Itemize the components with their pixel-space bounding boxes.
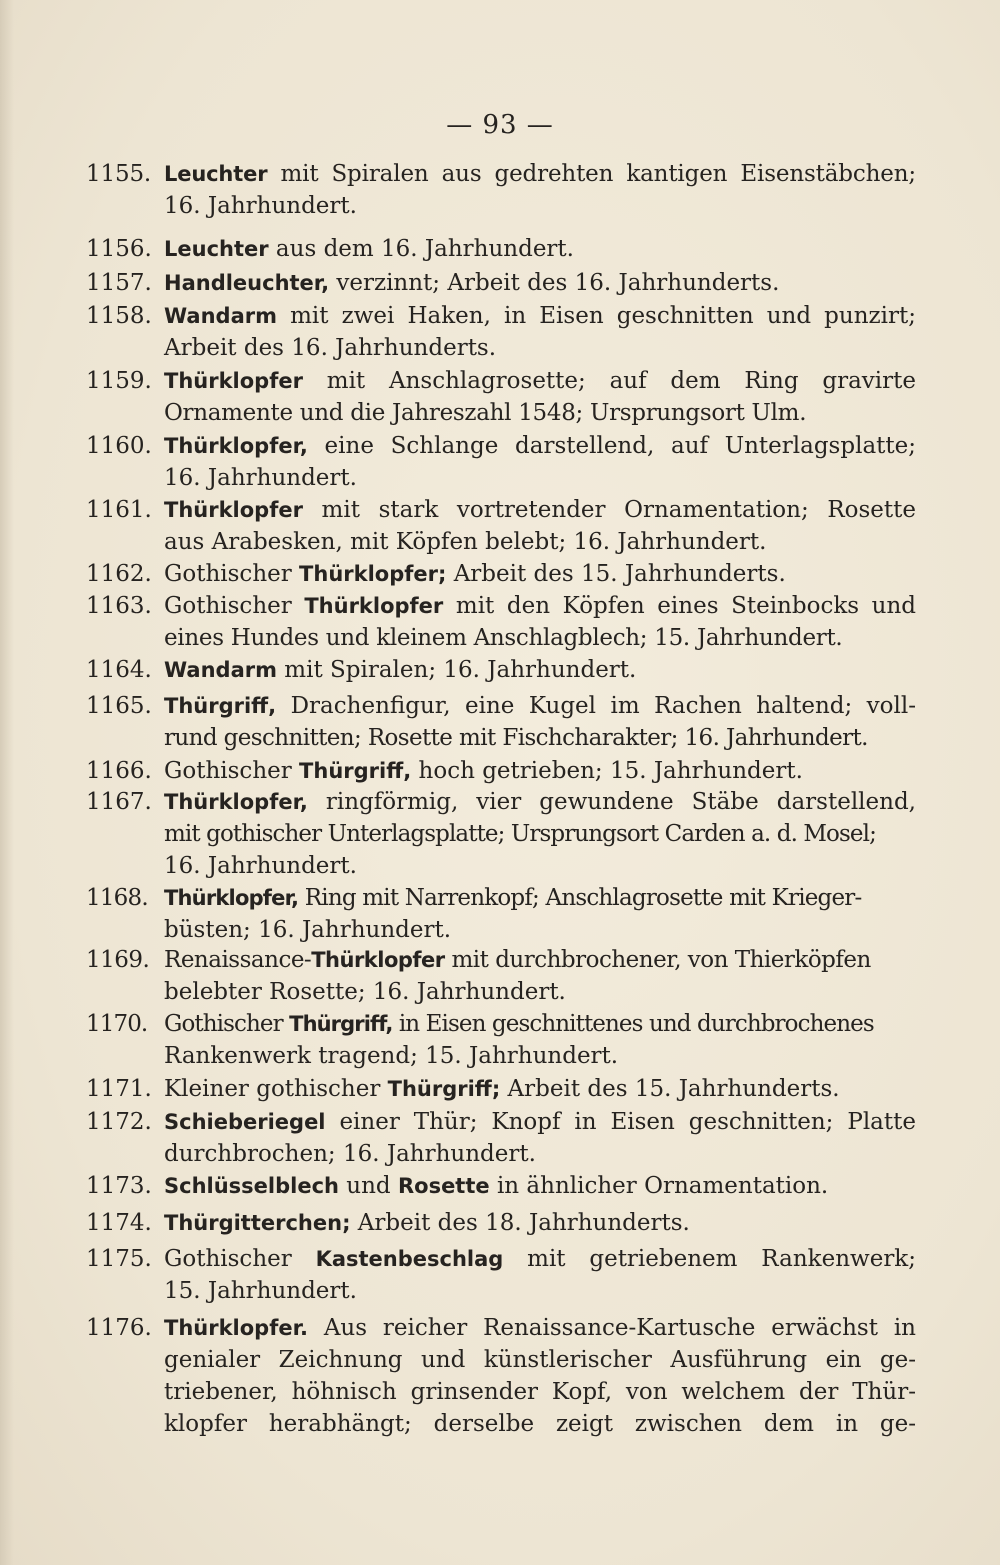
entry-number: 1172. bbox=[86, 1109, 152, 1135]
catalog-entry-1157 bbox=[86, 267, 916, 299]
entry-text: 16. Jahrhundert. bbox=[164, 465, 357, 491]
entry-keyword: Thürgitterchen; bbox=[164, 1211, 351, 1235]
entry-text: belebter Rosette; 16. Jahrhundert. bbox=[164, 979, 566, 1005]
catalog-entry-1165 bbox=[86, 690, 916, 754]
entry-keyword: Thürgriff; bbox=[387, 1077, 501, 1101]
catalog-entry-1173 bbox=[86, 1170, 916, 1202]
entry-number: 1157. bbox=[86, 270, 152, 296]
entry-text-prefix: Gothischer bbox=[164, 1011, 290, 1037]
entry-text-prefix: Kleiner gothischer bbox=[164, 1076, 388, 1102]
entry-keyword: Thürgriff, bbox=[164, 694, 277, 718]
entry-text: in ähnlicher Ornamentation. bbox=[489, 1173, 829, 1199]
entry-text: 16. Jahrhundert. bbox=[164, 193, 357, 219]
catalog-entry-1172 bbox=[86, 1106, 916, 1170]
entry-number: 1176. bbox=[86, 1315, 152, 1341]
entry-text: verzinnt; Arbeit des 16. Jahrhunderts. bbox=[329, 270, 780, 296]
entry-text: 16. Jahrhundert. bbox=[164, 853, 357, 879]
catalog-entry-1161 bbox=[86, 494, 916, 558]
entry-text: Ornamente und die Jahreszahl 1548; Ursprungsort Ulm. bbox=[164, 400, 807, 426]
page-number: — 93 — bbox=[446, 110, 554, 140]
catalog-entry-1159 bbox=[86, 365, 916, 429]
entry-number: 1158. bbox=[86, 303, 152, 329]
entry-text: mit den Köpfen eines Steinbocks und bbox=[443, 593, 917, 619]
entry-text: aus dem 16. Jahrhundert. bbox=[268, 236, 574, 262]
entry-number: 1155. bbox=[86, 161, 152, 187]
entry-number: 1159. bbox=[86, 368, 152, 394]
page-gutter-shadow bbox=[0, 0, 14, 1565]
catalog-entry-1175 bbox=[86, 1243, 916, 1307]
entry-text: mit Spiralen aus gedrehten kantigen Eisenstäbchen; bbox=[267, 161, 916, 187]
entry-text: Aus reicher Renaissance-Kartusche erwächst in bbox=[307, 1315, 916, 1341]
entry-number: 1168. bbox=[86, 885, 148, 911]
entry-number: 1163. bbox=[86, 593, 152, 619]
entry-text-prefix: Renaissance- bbox=[164, 947, 312, 973]
entry-text: mit gothischer Unterlagsplatte; Ursprungsort Carden a. d. Mosel; bbox=[164, 821, 876, 847]
catalog-entry-1156 bbox=[86, 233, 916, 265]
entry-number: 1175. bbox=[86, 1246, 152, 1272]
entry-text: in Eisen geschnittenes und durchbrochenes bbox=[392, 1011, 874, 1037]
entry-text: mit getriebenem Rankenwerk; bbox=[503, 1246, 916, 1272]
entry-keyword: Thürklopfer; bbox=[299, 562, 447, 586]
entry-keyword: Thürgriff, bbox=[289, 1012, 393, 1036]
entry-text-prefix: Gothischer bbox=[164, 561, 300, 587]
entry-keyword: Schlüsselblech bbox=[164, 1174, 339, 1198]
entry-text: einer Thür; Knopf in Eisen geschnitten; Platte bbox=[325, 1109, 916, 1135]
entry-text: büsten; 16. Jahrhundert. bbox=[164, 917, 452, 943]
entry-number: 1164. bbox=[86, 657, 152, 683]
entry-text: rund geschnitten; Rosette mit Fischcharakter; 16. Jahrhundert. bbox=[164, 725, 868, 751]
entry-text: 15. Jahrhundert. bbox=[164, 1278, 357, 1304]
entry-keyword: Leuchter bbox=[164, 237, 269, 261]
entry-keyword: Thürklopfer bbox=[304, 594, 444, 618]
entry-text: Arbeit des 18. Jahrhunderts. bbox=[350, 1210, 690, 1236]
entry-number: 1171. bbox=[86, 1076, 152, 1102]
entry-keyword: Schieberiegel bbox=[164, 1110, 326, 1134]
catalog-entry-1158 bbox=[86, 300, 916, 364]
catalog-entry-1155 bbox=[86, 158, 916, 222]
catalog-entry-1169 bbox=[86, 944, 916, 1008]
entry-text: triebener, höhnisch grinsender Kopf, von welchem der Thür- bbox=[164, 1379, 916, 1405]
entry-keyword: Handleuchter, bbox=[164, 271, 330, 295]
entry-keyword: Wandarm bbox=[164, 304, 277, 328]
entry-text: Arbeit des 15. Jahrhunderts. bbox=[500, 1076, 840, 1102]
entry-number: 1161. bbox=[86, 497, 152, 523]
entry-text: Arbeit des 16. Jahrhunderts. bbox=[164, 335, 497, 361]
entry-keyword: Rosette bbox=[397, 1174, 490, 1198]
entry-keyword: Thürklopfer bbox=[311, 948, 445, 972]
entry-text: mit stark vortretender Ornamentation; Rosette bbox=[302, 497, 916, 523]
entry-number: 1166. bbox=[86, 758, 152, 784]
entry-text: aus Arabesken, mit Köpfen belebt; 16. Jahrhundert. bbox=[164, 529, 767, 555]
entry-keyword: Thürklopfer, bbox=[164, 886, 299, 910]
entry-text: Rankenwerk tragend; 15. Jahrhundert. bbox=[164, 1043, 619, 1069]
entry-keyword: Kastenbeschlag bbox=[315, 1247, 504, 1271]
entry-text: durchbrochen; 16. Jahrhundert. bbox=[164, 1141, 536, 1167]
entry-keyword: Wandarm bbox=[164, 658, 277, 682]
entry-text-prefix: Gothischer bbox=[164, 758, 300, 784]
entry-keyword: Thürklopfer. bbox=[164, 1316, 308, 1340]
entry-keyword: Thürklopfer bbox=[164, 498, 303, 522]
entry-number: 1165. bbox=[86, 693, 152, 719]
catalog-entry-1163 bbox=[86, 590, 916, 654]
entry-text: genialer Zeichnung und künstlerischer Ausführung ein ge- bbox=[164, 1347, 916, 1373]
entry-keyword: Thürgriff, bbox=[299, 759, 412, 783]
entry-text: eine Schlange darstellend, auf Unterlagsplatte; bbox=[307, 433, 916, 459]
entry-text: klopfer herabhängt; derselbe zeigt zwischen dem in ge- bbox=[164, 1411, 916, 1437]
entry-text-prefix: Gothischer bbox=[164, 1246, 316, 1272]
entry-text: Arbeit des 15. Jahrhunderts. bbox=[446, 561, 786, 587]
catalog-entry-1171 bbox=[86, 1073, 916, 1105]
entry-keyword: Thürklopfer, bbox=[164, 790, 308, 814]
entry-number: 1156. bbox=[86, 236, 152, 262]
entry-text: und bbox=[338, 1173, 398, 1199]
entry-text: ringförmig, vier gewundene Stäbe darstellend, bbox=[307, 789, 916, 815]
entry-text: Ring mit Narrenkopf; Anschlagrosette mit Krieger- bbox=[298, 885, 862, 911]
catalog-entry-1170 bbox=[86, 1008, 916, 1072]
entry-keyword: Thürklopfer, bbox=[164, 434, 308, 458]
catalog-entry-1162 bbox=[86, 558, 916, 590]
entry-number: 1162. bbox=[86, 561, 152, 587]
catalog-entry-1167 bbox=[86, 786, 916, 882]
catalog-entry-1176 bbox=[86, 1312, 916, 1440]
entry-text: mit durchbrochener, von Thierköpfen bbox=[444, 947, 871, 973]
entry-text: mit Anschlagrosette; auf dem Ring gravirte bbox=[302, 368, 916, 394]
catalog-entry-1174 bbox=[86, 1207, 916, 1239]
catalog-entry-1160 bbox=[86, 430, 916, 494]
entry-number: 1169. bbox=[86, 947, 150, 973]
entry-number: 1167. bbox=[86, 789, 152, 815]
entry-number: 1170. bbox=[86, 1011, 148, 1037]
catalog-entry-1166 bbox=[86, 755, 916, 787]
entry-keyword: Thürklopfer bbox=[164, 369, 303, 393]
entry-text: hoch getrieben; 15. Jahrhundert. bbox=[411, 758, 803, 784]
entry-text: mit zwei Haken, in Eisen geschnitten und punzirt; bbox=[276, 303, 916, 329]
entry-text: eines Hundes und kleinem Anschlagblech; 15. Jahrhundert. bbox=[164, 625, 843, 651]
entry-number: 1160. bbox=[86, 433, 152, 459]
entry-number: 1174. bbox=[86, 1210, 152, 1236]
entry-text: mit Spiralen; 16. Jahrhundert. bbox=[276, 657, 637, 683]
entry-keyword: Leuchter bbox=[164, 162, 268, 186]
catalog-entry-1168 bbox=[86, 882, 916, 946]
catalog-entry-1164 bbox=[86, 654, 916, 686]
entry-text: Drachenfigur, eine Kugel im Rachen haltend; voll- bbox=[276, 693, 916, 719]
entry-number: 1173. bbox=[86, 1173, 152, 1199]
entry-text-prefix: Gothischer bbox=[164, 593, 305, 619]
